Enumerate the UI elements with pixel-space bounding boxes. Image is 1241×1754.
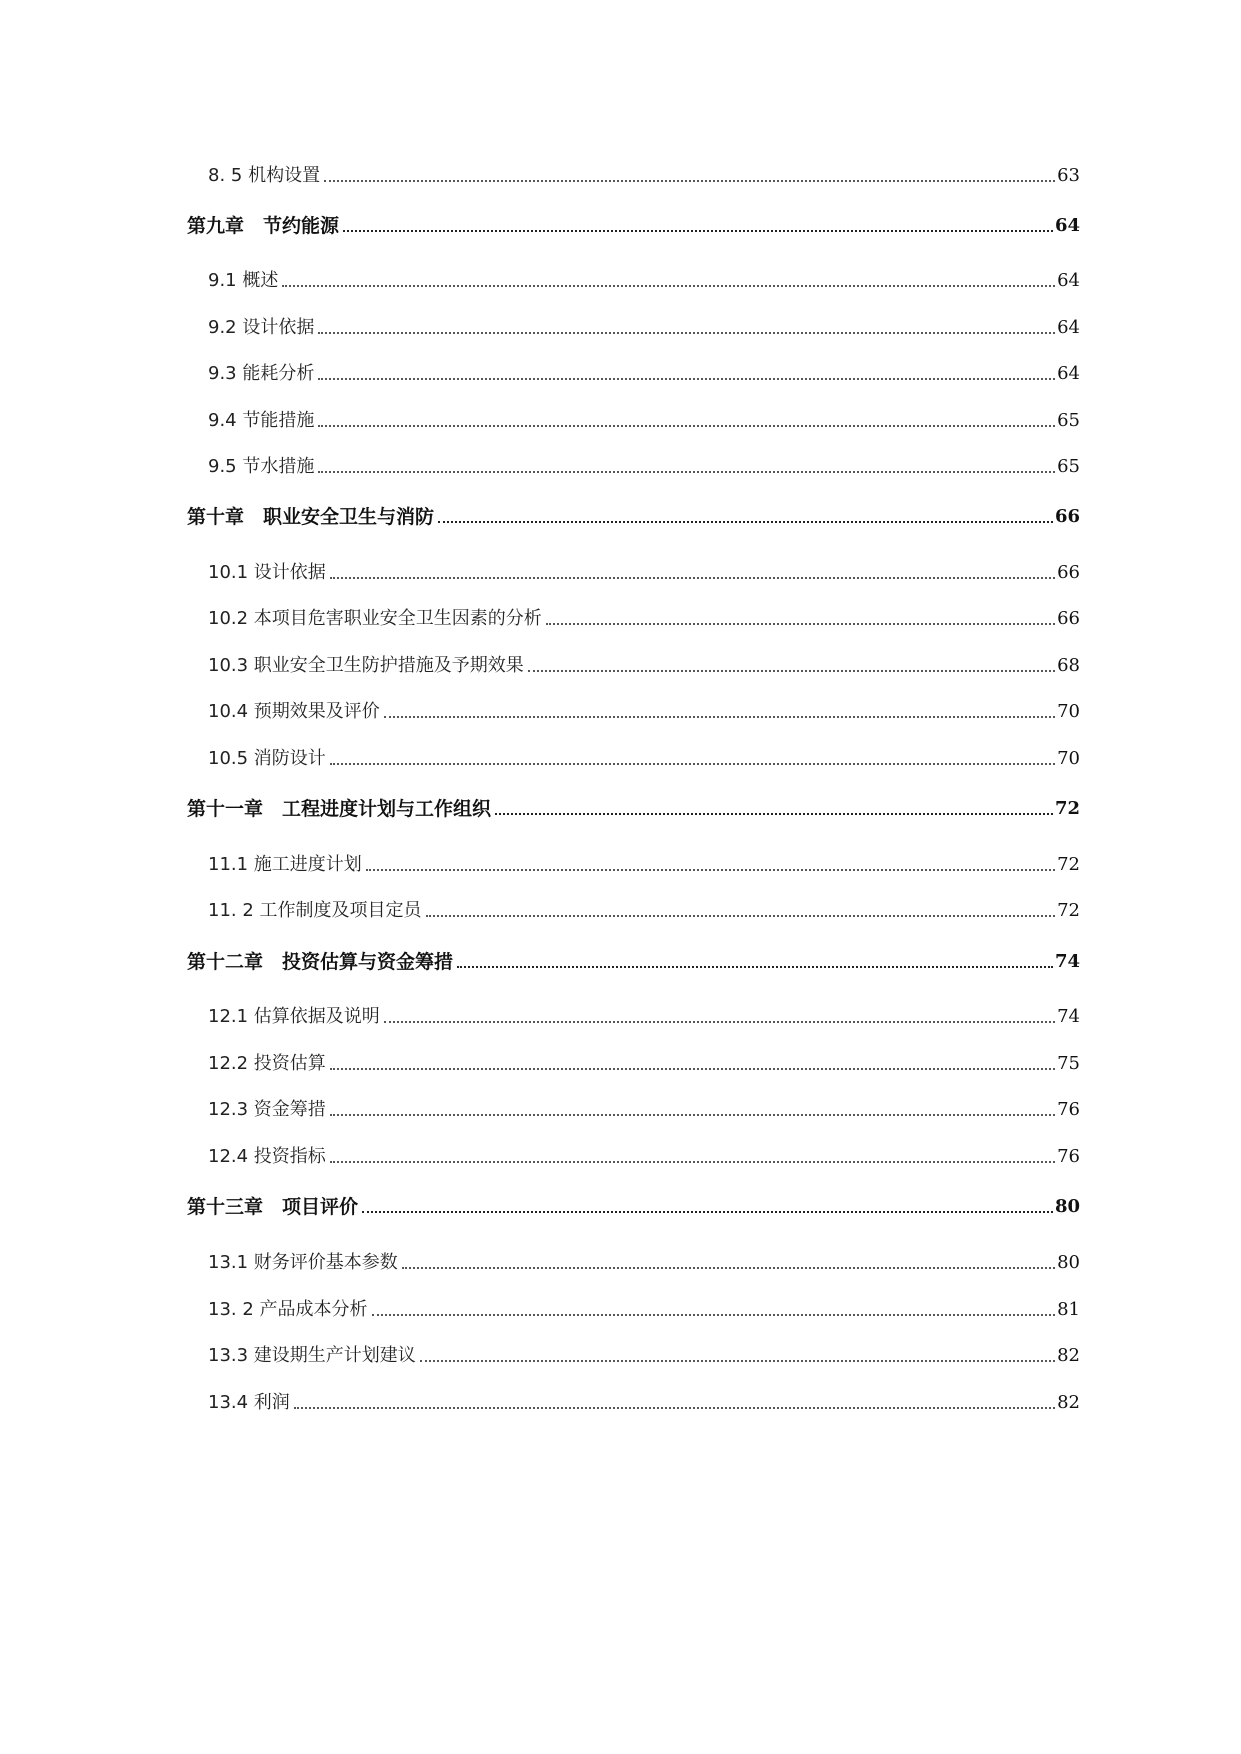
toc-page-number: 82 — [1057, 1345, 1080, 1366]
toc-page-number: 63 — [1057, 165, 1080, 186]
toc-entry-label: 13. 2 产品成本分析 — [208, 1299, 368, 1320]
dot-leader — [324, 180, 1055, 182]
toc-entry-section[interactable] — [208, 1001, 1080, 1029]
toc-chapter-label: 第九章 节约能源 — [187, 215, 340, 237]
toc-page-number: 80 — [1054, 1196, 1080, 1217]
toc-entry-chapter[interactable] — [187, 1191, 1080, 1219]
toc-entry-label: 9.1 概述 — [208, 270, 279, 291]
toc-entry-label: 10.3 职业安全卫生防护措施及予期效果 — [208, 655, 524, 676]
toc-page-number: 74 — [1057, 1006, 1080, 1027]
toc-page-number: 72 — [1057, 900, 1080, 921]
toc-entry-label: 9.4 节能措施 — [208, 410, 315, 431]
toc-page-number: 66 — [1054, 506, 1080, 527]
toc-page-number: 72 — [1057, 854, 1080, 875]
toc-entry-section[interactable] — [208, 1141, 1080, 1169]
toc-entry-label: 11.1 施工进度计划 — [208, 854, 362, 875]
dot-leader — [318, 471, 1055, 473]
dot-leader — [330, 577, 1055, 579]
dot-leader — [330, 1114, 1055, 1116]
toc-page-number: 74 — [1054, 951, 1080, 972]
dot-leader — [330, 763, 1055, 765]
toc-entry-section[interactable] — [208, 895, 1080, 923]
toc-entry-label: 10.5 消防设计 — [208, 748, 326, 769]
toc-chapter-label: 第十一章 工程进度计划与工作组织 — [187, 798, 492, 820]
toc-page-number: 64 — [1057, 363, 1080, 384]
toc-entry-section[interactable] — [208, 312, 1080, 340]
toc-page-number: 64 — [1057, 270, 1080, 291]
toc-entry-section[interactable] — [208, 405, 1080, 433]
toc-page-number: 81 — [1057, 1299, 1080, 1320]
dot-leader — [318, 378, 1055, 380]
toc-page-number: 65 — [1057, 410, 1080, 431]
dot-leader — [318, 425, 1055, 427]
toc-entry-section[interactable] — [208, 696, 1080, 724]
toc-page-number: 70 — [1057, 748, 1080, 769]
dot-leader — [420, 1360, 1055, 1362]
toc-entry-section[interactable] — [208, 358, 1080, 386]
toc-entry-label: 10.4 预期效果及评价 — [208, 701, 380, 722]
toc-page-number: 66 — [1057, 608, 1080, 629]
toc-chapter-label: 第十三章 项目评价 — [187, 1196, 359, 1218]
toc-entry-label: 9.3 能耗分析 — [208, 363, 315, 384]
toc-page-number: 76 — [1057, 1099, 1080, 1120]
toc-entry-section[interactable] — [208, 743, 1080, 771]
toc-entry-label: 12.1 估算依据及说明 — [208, 1006, 380, 1027]
dot-leader — [282, 285, 1055, 287]
toc-page-number: 70 — [1057, 701, 1080, 722]
toc-entry-label: 13.4 利润 — [208, 1392, 290, 1413]
dot-leader — [438, 521, 1053, 523]
toc-page-number: 68 — [1057, 655, 1080, 676]
dot-leader — [457, 966, 1053, 968]
toc-page-number: 64 — [1057, 317, 1080, 338]
toc-entry-label: 12.3 资金筹措 — [208, 1099, 326, 1120]
dot-leader — [372, 1314, 1056, 1316]
dot-leader — [546, 623, 1055, 625]
dot-leader — [495, 813, 1053, 815]
toc-page-number: 65 — [1057, 456, 1080, 477]
dot-leader — [294, 1407, 1055, 1409]
dot-leader — [426, 915, 1056, 917]
dot-leader — [384, 1021, 1055, 1023]
toc-entry-section[interactable] — [208, 849, 1080, 877]
dot-leader — [330, 1161, 1055, 1163]
dot-leader — [362, 1211, 1053, 1213]
toc-page-number: 66 — [1057, 562, 1080, 583]
toc-entry-chapter[interactable] — [187, 210, 1080, 238]
toc-entry-label: 13.1 财务评价基本参数 — [208, 1252, 398, 1273]
toc-entry-section[interactable] — [208, 1048, 1080, 1076]
toc-chapter-label: 第十二章 投资估算与资金筹措 — [187, 951, 454, 973]
toc-entry-label: 12.2 投资估算 — [208, 1053, 326, 1074]
toc-entry-label: 11. 2 工作制度及项目定员 — [208, 900, 422, 921]
toc-chapter-label: 第十章 职业安全卫生与消防 — [187, 506, 435, 528]
toc-page-number: 76 — [1057, 1146, 1080, 1167]
toc-entry-section[interactable] — [208, 1294, 1080, 1322]
toc-page-number: 75 — [1057, 1053, 1080, 1074]
toc-entry-label: 10.2 本项目危害职业安全卫生因素的分析 — [208, 608, 542, 629]
toc-entry-section[interactable] — [208, 160, 1080, 188]
toc-entry-chapter[interactable] — [187, 793, 1080, 821]
toc-entry-label: 9.2 设计依据 — [208, 317, 315, 338]
toc-entry-section[interactable] — [208, 1247, 1080, 1275]
dot-leader — [343, 230, 1053, 232]
dot-leader — [384, 716, 1055, 718]
dot-leader — [528, 670, 1055, 672]
toc-entry-section[interactable] — [208, 451, 1080, 479]
toc-entry-section[interactable] — [208, 1340, 1080, 1368]
dot-leader — [366, 869, 1055, 871]
toc-entry-label: 13.3 建设期生产计划建议 — [208, 1345, 416, 1366]
toc-entry-section[interactable] — [208, 557, 1080, 585]
toc-page-number: 82 — [1057, 1392, 1080, 1413]
toc-entry-chapter[interactable] — [187, 501, 1080, 529]
toc-page-number: 80 — [1057, 1252, 1080, 1273]
toc-entry-chapter[interactable] — [187, 946, 1080, 974]
toc-page-number: 72 — [1054, 798, 1080, 819]
toc-entry-section[interactable] — [208, 1094, 1080, 1122]
toc-entry-label: 10.1 设计依据 — [208, 562, 326, 583]
dot-leader — [330, 1068, 1055, 1070]
dot-leader — [318, 332, 1055, 334]
toc-entry-section[interactable] — [208, 1387, 1080, 1415]
toc-entry-section[interactable] — [208, 265, 1080, 293]
toc-page-number: 64 — [1054, 215, 1080, 236]
toc-entry-label: 8. 5 机构设置 — [208, 165, 321, 186]
dot-leader — [402, 1267, 1055, 1269]
toc-entry-label: 9.5 节水措施 — [208, 456, 315, 477]
toc-entry-section[interactable] — [208, 603, 1080, 631]
toc-entry-label: 12.4 投资指标 — [208, 1146, 326, 1167]
toc-entry-section[interactable] — [208, 650, 1080, 678]
